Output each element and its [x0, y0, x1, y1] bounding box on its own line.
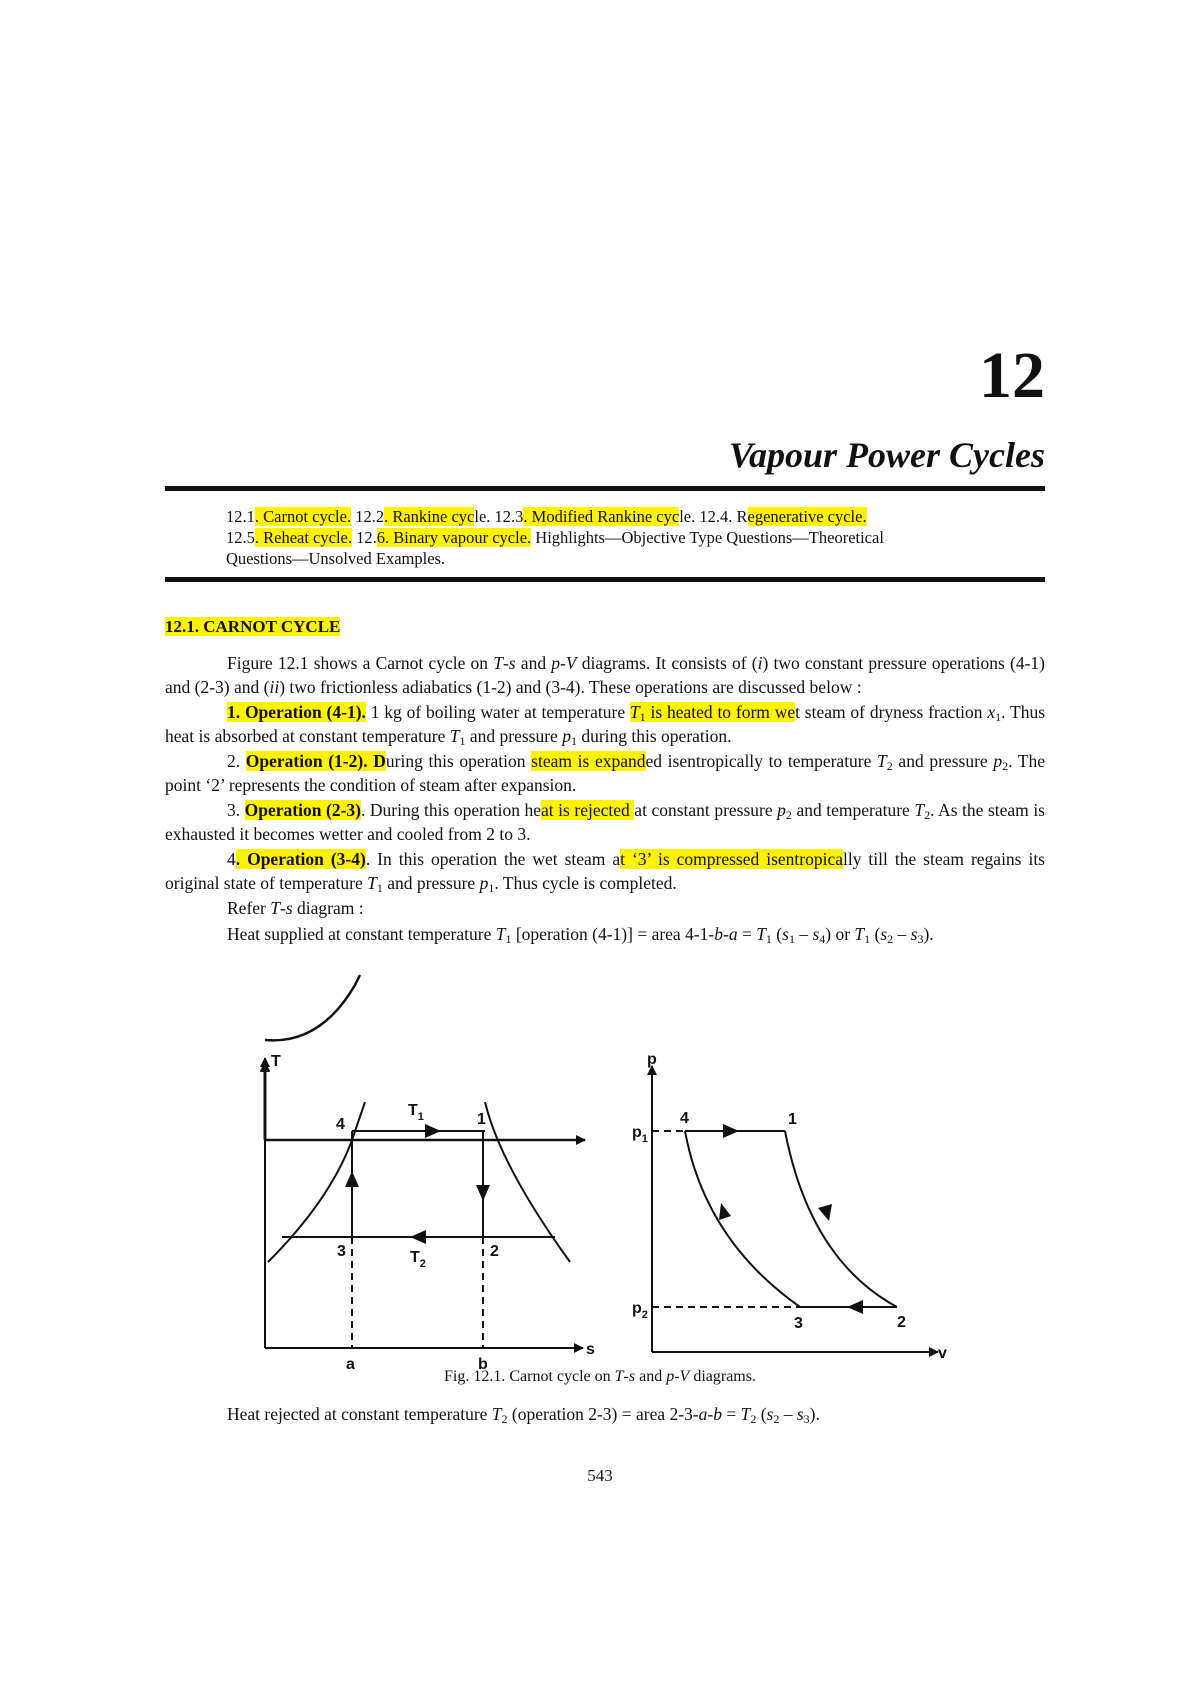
toc-line-1: 12.1. Carnot cycle. 12.2. Rankine cycle. 12.3. Modified Rankine cycle. 12.4. Regenerative cycle.: [226, 507, 867, 526]
section-heading: 12.1. CARNOT CYCLE: [165, 617, 341, 636]
pv-label-p1: $p_1$: [632, 1124, 648, 1145]
pv-label-p2: $p_2$: [632, 1300, 648, 1321]
pv-axis-label-p: p: [647, 1051, 657, 1068]
chapter-number: 12: [979, 339, 1045, 412]
operation-2-3-paragraph: 3. Operation (2-3). During this operation heat is rejected at constant pressure $p_2$ and temperature $T_2$. As the steam is exhausted it becomes wetter and cooled from 2 to 3.: [165, 800, 1045, 844]
ts-label-b: b: [478, 1356, 488, 1373]
pv-curve-3-4: [685, 1131, 800, 1307]
operation-1-2-paragraph: 2. Operation (1-2). During this operation steam is expanded isentropically to temperature $T_2$ and pressure $p_2$. The point ‘2’ represents the condition of steam after expansion.: [165, 751, 1045, 795]
pv-point-1: 1: [788, 1111, 797, 1128]
ts-arrow-2-3: [410, 1230, 426, 1244]
pv-arrow-4-1: [723, 1124, 739, 1138]
toc-line-3: Questions—Unsolved Examples.: [226, 549, 446, 568]
pv-arrow-2-3: [847, 1300, 863, 1314]
ts-point-2: 2: [490, 1243, 499, 1260]
ts-axis-label-s: s: [586, 1341, 595, 1358]
ts-label-a: a: [346, 1356, 355, 1373]
ts-arrow-1-2: [476, 1185, 490, 1201]
ts-label-t1: $T_1$: [408, 1102, 424, 1123]
pv-point-3: 3: [794, 1315, 803, 1332]
ts-point-1: 1: [477, 1111, 486, 1128]
toc-line-2: 12.5. Reheat cycle. 12.6. Binary vapour cycle. Highlights—Objective Type Questions—Theoretical: [226, 528, 884, 547]
heat-rejected-line: Heat rejected at constant temperature $T_2$ (operation 2-3) = area $2-3-a-b = T_2$ $(s_2 - s_3)$.: [227, 1404, 820, 1426]
ts-vapour-curve: [492, 1110, 570, 1262]
ts-saturated-liquid-line: [265, 1076, 360, 1105]
pv-arrow-1-2: [818, 1204, 832, 1221]
pv-arrow-3-4: [719, 1203, 731, 1220]
page-number: 543: [587, 1466, 613, 1485]
ts-label-t2: $T_2$: [410, 1249, 426, 1270]
pv-curve-1-2: [785, 1131, 897, 1307]
refer-line: Refer T-s diagram :: [227, 898, 364, 918]
figure-caption: Fig. 12.1. Carnot cycle on T-s and p-V diagrams.: [444, 1368, 756, 1385]
operation-4-1-paragraph: 1. Operation (4-1). 1 kg of boiling water at temperature $T_1$ is heated to form wet steam of dryness fraction $x_1$. Thus heat is absorbed at constant temperature $T_1$ and pressure $p_1$ during this operation.: [165, 702, 1046, 748]
ts-axis-label-t: T: [271, 1053, 281, 1070]
intro-paragraph: Figure 12.1 shows a Carnot cycle on T-s and p-V diagrams. It consists of (i) two constant pressure operations (4-1) and (2-3) and (ii) two frictionless adiabatics (1-2) and (3-4). These operations are discussed below :: [165, 653, 1045, 697]
heat-supplied-paragraph: Heat supplied at constant temperature $T_1$ [operation (4-1)] = area $4-1-b-a = T_1$ $(s_1 - s_4)$ or $T_1$ $(s_2 - s_3)$.: [227, 923, 934, 946]
pv-arrows: [719, 1124, 863, 1314]
operation-3-4-paragraph: 4. Operation (3-4). In this operation the wet steam at ‘3’ is compressed isentropically till the steam regains its original state of temperature $T_1$ and pressure $p_1$. Thus cycle is completed.: [165, 849, 1045, 895]
ts-liquid-curve: [265, 975, 360, 1040]
ts-arrows: [345, 1124, 490, 1244]
ts-arrow-3-4: [345, 1171, 359, 1187]
pv-point-4: 4: [680, 1110, 689, 1127]
ts-point-4: 4: [336, 1116, 345, 1133]
ts-point-3: 3: [337, 1243, 346, 1260]
pv-axis-label-v: v: [938, 1345, 947, 1362]
chapter-title: Vapour Power Cycles: [728, 435, 1045, 475]
ts-arrow-4-1: [425, 1124, 441, 1138]
pv-point-2: 2: [897, 1314, 906, 1331]
